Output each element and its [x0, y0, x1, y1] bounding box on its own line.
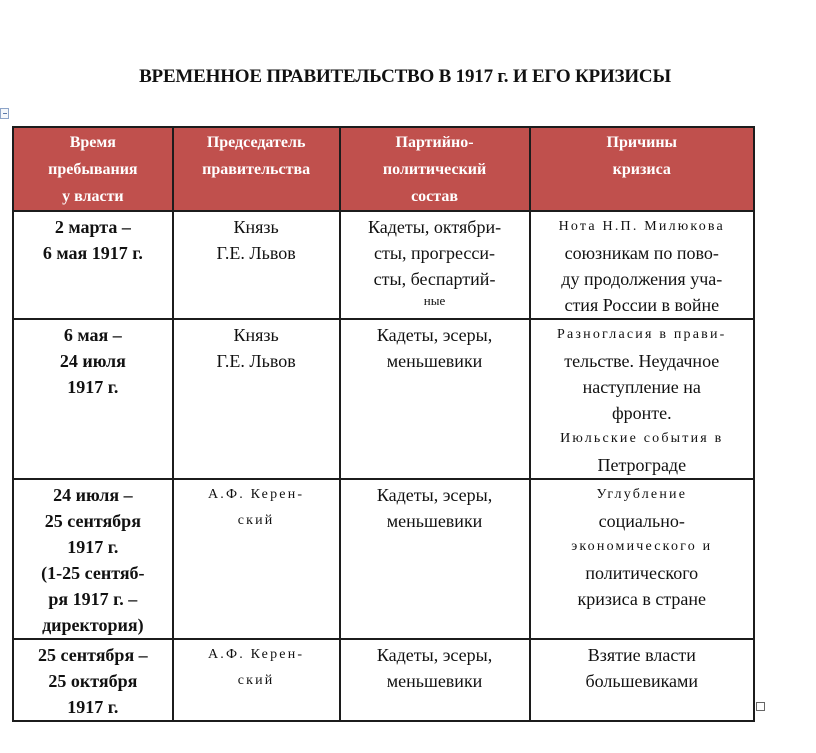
header-cause: Причины кризиса — [530, 127, 754, 211]
table-anchor-icon[interactable] — [0, 108, 9, 119]
cell-party: Кадеты, эсеры, меньшевики — [340, 479, 530, 639]
table-row — [13, 479, 754, 639]
cell-party: Кадеты, эсеры, меньшевики — [340, 319, 530, 479]
cell-cause: Углубление социально- экономического и политического кризиса в стране — [530, 479, 754, 639]
cell-time: 6 мая – 24 июля 1917 г. — [13, 319, 173, 479]
cell-time: 2 марта – 6 мая 1917 г. — [13, 211, 173, 319]
cell-party: Кадеты, октябри- сты, прогресси- сты, беспартий- ные — [340, 211, 530, 319]
cell-time: 25 сентября – 25 октября 1917 г. — [13, 639, 173, 721]
table-row — [13, 211, 754, 319]
cell-cause: Взятие власти большевиками — [530, 639, 754, 721]
page-title: ВРЕМЕННОЕ ПРАВИТЕЛЬСТВО В 1917 г. И ЕГО КРИЗИСЫ — [139, 66, 671, 87]
cell-time: 24 июля – 25 сентября 1917 г. (1-25 сентяб- ря 1917 г. – директория) — [13, 479, 173, 639]
header-time: Время пребывания у власти — [13, 127, 173, 211]
cell-chair: Князь Г.Е. Львов — [173, 319, 340, 479]
cell-chair: Князь Г.Е. Львов — [173, 211, 340, 319]
government-table — [12, 126, 755, 722]
cell-party: Кадеты, эсеры, меньшевики — [340, 639, 530, 721]
cell-chair: А.Ф. Керен- ский — [173, 639, 340, 721]
cell-cause: Нота Н.П. Милюкова союзникам по пово- ду продолжения уча- стия России в войне — [530, 211, 754, 319]
table-header-row — [13, 127, 754, 211]
header-party: Партийно- политический состав — [340, 127, 530, 211]
table-resize-handle[interactable] — [756, 702, 765, 711]
header-chair: Председатель правительства — [173, 127, 340, 211]
table-row — [13, 319, 754, 479]
cell-cause: Разногласия в прави- тельстве. Неудачное наступление на фронте. Июльские события в Петрограде — [530, 319, 754, 479]
cell-chair: А.Ф. Керен- ский — [173, 479, 340, 639]
table-row — [13, 639, 754, 721]
